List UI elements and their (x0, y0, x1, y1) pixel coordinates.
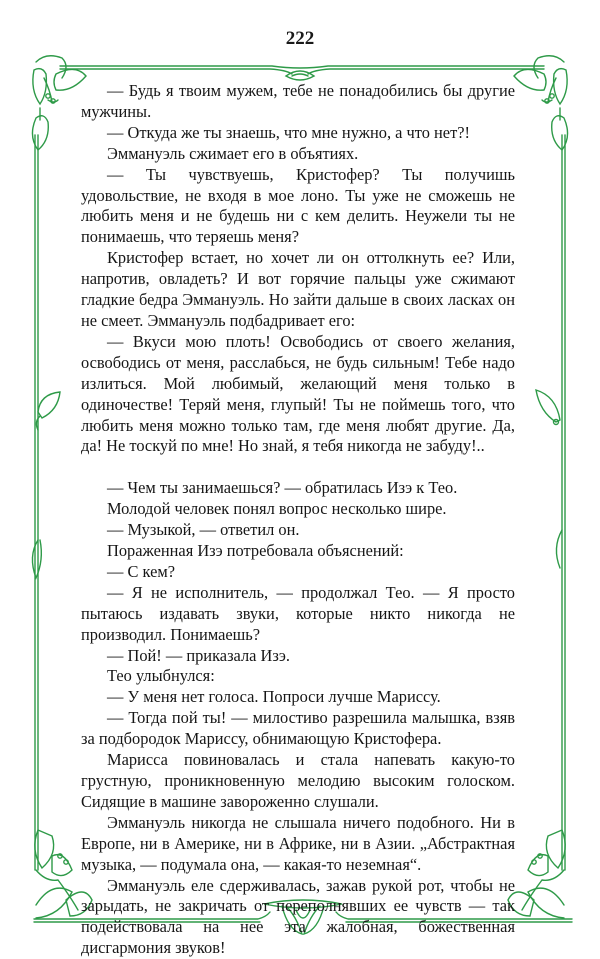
right-side-leaf-icon (536, 390, 562, 568)
paragraph: — Будь я твоим мужем, тебе не понадобились бы другие мужчины. (81, 81, 515, 121)
dialog-line: Молодой человек понял вопрос несколько шире. (107, 499, 447, 519)
dialog-block (81, 478, 515, 583)
paragraph: — Тогда пой ты! — милостиво разрешила малышка, взяв за подбородок Мариссу, обнимающую Кристофера. (81, 708, 515, 749)
dialog-line: Пораженная Изэ потребовала объяснений: (107, 541, 404, 561)
page-text (81, 81, 515, 959)
bottom-right-corner-flower-icon (508, 830, 565, 918)
paragraph: — Вкуси мою плоть! Освободись от своего желания, освободись от меня, расслабься, не будь сильным! Тебе надо излиться. Мой любимый, желающий меня только в одиночестве! Теряй меня, глупый! Ты не поймешь того, что любить меня можно только там, где меня любят другие. Да, да! Не тоскуй по мне! Но знай, я тебя никогда не забуду!.. (81, 331, 515, 456)
dialog-line: — Чем ты занимаешься? — обратилась Изэ к Тео. (107, 478, 458, 498)
dialog-line: — Музыкой, — ответил он. (107, 520, 300, 540)
paragraph: Кристофер встает, но хочет ли он оттолкнуть ее? Или, напротив, овладеть? И вот горячие пальцы уже сжимают гладкие бедра Эммануэль. Но зайти дальше в своих ласках он не смеет. Эммануэль подбадривает его: (81, 248, 515, 330)
dialog-line: — С кем? (107, 561, 175, 581)
paragraph: Эммануэль никогда не слышала ничего подобного. Ни в Европе, ни в Америке, ни в Африке, ни в Азии. „Абстрактная музыка, — подумала она, — какая-то неземная“. (81, 812, 515, 874)
left-border-line (35, 135, 38, 870)
paragraph: Тео улыбнулся: (107, 666, 215, 686)
left-side-leaf-icon (32, 392, 60, 578)
paragraph: — У меня нет голоса. Попроси лучше Мариссу. (107, 687, 441, 707)
right-border-line (562, 135, 565, 870)
paragraph: — Я не исполнитель, — продолжал Тео. — Я просто пытаюсь издавать звуки, которые никто никогда не производил. Понимаешь? (81, 582, 515, 644)
top-border-line (60, 66, 544, 74)
section-break (81, 457, 515, 478)
paragraph: — Откуда же ты знаешь, что мне нужно, а что нет?! (107, 122, 470, 142)
top-center-ornament-icon (286, 71, 314, 80)
paragraph: — Ты чувствуешь, Кристофер? Ты получишь удовольствие, не входя в мое лоно. Ты уже не сможешь не любить меня и не будешь ни с кем делить. Неужели ты не понимаешь, что теряешь меня? (81, 164, 515, 247)
top-left-corner-flower-icon (32, 56, 86, 150)
paragraph: Эммануэль еле сдерживалась, зажав рукой рот, чтобы не зарыдать, не закричать от переполнявших ее чувств — так подействовала на нее эта жалобная, божественная дисгармония звуков! (81, 875, 515, 958)
paragraph: Марисса повиновалась и стала напевать какую-то грустную, проникновенную мелодию высоким голоском. Сидящие в машине завороженно слушали. (81, 750, 515, 811)
top-right-corner-flower-icon (514, 56, 568, 150)
paragraph: — Пой! — приказала Изэ. (107, 645, 290, 665)
paragraph: Эммануэль сжимает его в объятиях. (107, 143, 359, 163)
page-number: 222 (285, 28, 315, 49)
